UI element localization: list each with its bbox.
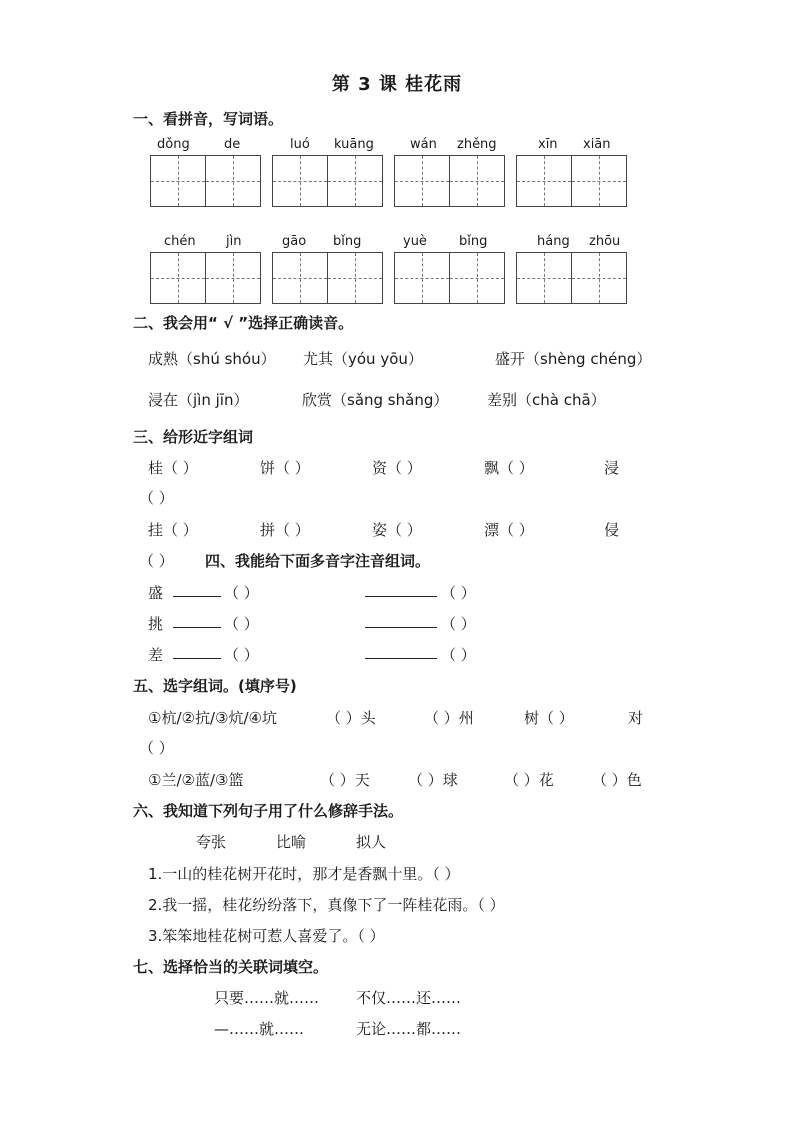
pinyin-label: zhōu <box>589 234 621 249</box>
section-6-heading: 六、我知道下列句子用了什么修辞手法。 <box>133 802 404 820</box>
word-blank[interactable]: 挂（ ） <box>148 521 198 539</box>
rhetoric-option: 拟人 <box>356 833 387 851</box>
pinyin-label: wán <box>410 137 437 152</box>
pinyin-label: zhěng <box>457 137 497 152</box>
word-char: 侵 <box>604 521 620 539</box>
section-1-heading: 一、看拼音，写词语。 <box>133 110 284 128</box>
pinyin-label: chén <box>164 234 196 249</box>
pinyin-blank[interactable]: （ ） <box>441 615 476 633</box>
writing-grid[interactable] <box>516 155 627 207</box>
pinyin-label: dǒng <box>157 137 190 152</box>
polyphone-char: 挑 <box>148 615 164 633</box>
reading-choice[interactable]: 盛开（shèng chéng） <box>495 350 652 368</box>
answer-line[interactable] <box>173 627 221 628</box>
reading-choice[interactable]: 成熟（shú shóu） <box>148 350 276 368</box>
conjunction-pair: 不仅……还…… <box>356 989 462 1007</box>
rhetoric-option: 夸张 <box>196 833 227 851</box>
pinyin-label: bǐng <box>333 234 362 249</box>
reading-choice[interactable]: 差别（chà chā） <box>487 391 606 409</box>
sentence-question[interactable]: 2.我一摇，桂花纷纷落下，真像下了一阵桂花雨。（ ） <box>148 896 505 914</box>
word-blank[interactable]: （ ）天 <box>320 771 370 789</box>
word-char: 对 <box>628 709 644 727</box>
word-blank[interactable]: 漂（ ） <box>484 521 534 539</box>
answer-line[interactable] <box>365 596 437 597</box>
pinyin-label: kuāng <box>334 137 374 152</box>
section-2-heading: 二、我会用“ √ ”选择正确读音。 <box>133 314 354 332</box>
writing-grid[interactable] <box>394 252 505 304</box>
word-blank[interactable]: （ ）州 <box>424 709 474 727</box>
answer-line[interactable] <box>365 627 437 628</box>
pinyin-label: xiān <box>583 137 611 152</box>
pinyin-blank[interactable]: （ ） <box>224 615 259 633</box>
pinyin-blank[interactable]: （ ） <box>224 646 259 664</box>
pinyin-blank[interactable]: （ ） <box>441 584 476 602</box>
pinyin-label: yuè <box>403 234 427 249</box>
conjunction-pair: 无论……都…… <box>356 1020 462 1038</box>
writing-grid[interactable] <box>150 252 261 304</box>
pinyin-label: jìn <box>226 234 242 249</box>
word-blank[interactable]: 桂（ ） <box>148 459 198 477</box>
polyphone-char: 盛 <box>148 584 164 602</box>
section-4-heading: 四、我能给下面多音字注音组词。 <box>205 552 431 570</box>
answer-line[interactable] <box>173 658 221 659</box>
reading-choice[interactable]: 欣赏（sǎng shǎng） <box>302 391 449 409</box>
reading-choice[interactable]: 浸在（jìn jīn） <box>148 391 249 409</box>
writing-grid[interactable] <box>516 252 627 304</box>
section-7-heading: 七、选择恰当的关联词填空。 <box>133 958 329 976</box>
word-blank[interactable]: 飘（ ） <box>484 459 534 477</box>
pinyin-label: gāo <box>282 234 307 249</box>
sentence-question[interactable]: 3.笨笨地桂花树可惹人喜爱了。（ ） <box>148 927 385 945</box>
word-blank[interactable]: 姿（ ） <box>372 521 422 539</box>
conjunction-pair: —……就…… <box>214 1020 305 1038</box>
word-blank[interactable]: 拼（ ） <box>260 521 310 539</box>
word-char: 浸 <box>604 459 620 477</box>
sentence-question[interactable]: 1.一山的桂花树开花时，那才是香飘十里。（ ） <box>148 865 460 883</box>
pinyin-blank[interactable]: （ ） <box>224 584 259 602</box>
option-list: ①杭/②抗/③炕/④坑 <box>148 709 277 727</box>
word-blank[interactable]: 树（ ） <box>524 709 574 727</box>
word-blank[interactable]: （ ）头 <box>326 709 376 727</box>
conjunction-pair: 只要……就…… <box>214 989 320 1007</box>
pinyin-label: bǐng <box>459 234 488 249</box>
pinyin-label: háng <box>537 234 570 249</box>
page-title: 第 3 课 桂花雨 <box>331 74 463 95</box>
rhetoric-option: 比喻 <box>276 833 307 851</box>
word-blank[interactable]: （ ）花 <box>504 771 554 789</box>
word-blank[interactable]: （ ） <box>139 552 174 570</box>
word-blank[interactable]: （ ） <box>139 489 174 507</box>
pinyin-label: de <box>224 137 241 152</box>
section-3-heading: 三、给形近字组词 <box>133 428 254 446</box>
word-blank[interactable]: 饼（ ） <box>260 459 310 477</box>
option-list: ①兰/②蓝/③篮 <box>148 771 244 789</box>
reading-choice[interactable]: 尤其（yóu yōu） <box>303 350 423 368</box>
answer-line[interactable] <box>173 596 221 597</box>
word-blank[interactable]: 资（ ） <box>372 459 422 477</box>
pinyin-blank[interactable]: （ ） <box>441 646 476 664</box>
writing-grid[interactable] <box>394 155 505 207</box>
word-blank[interactable]: （ ）球 <box>408 771 458 789</box>
pinyin-label: xīn <box>538 137 558 152</box>
pinyin-label: luó <box>290 137 310 152</box>
word-blank[interactable]: （ ） <box>139 739 174 757</box>
word-blank[interactable]: （ ）色 <box>592 771 642 789</box>
polyphone-char: 差 <box>148 646 164 664</box>
writing-grid[interactable] <box>272 155 383 207</box>
writing-grid[interactable] <box>272 252 383 304</box>
writing-grid[interactable] <box>150 155 261 207</box>
answer-line[interactable] <box>365 658 437 659</box>
section-5-heading: 五、选字组词。(填序号) <box>133 677 297 695</box>
